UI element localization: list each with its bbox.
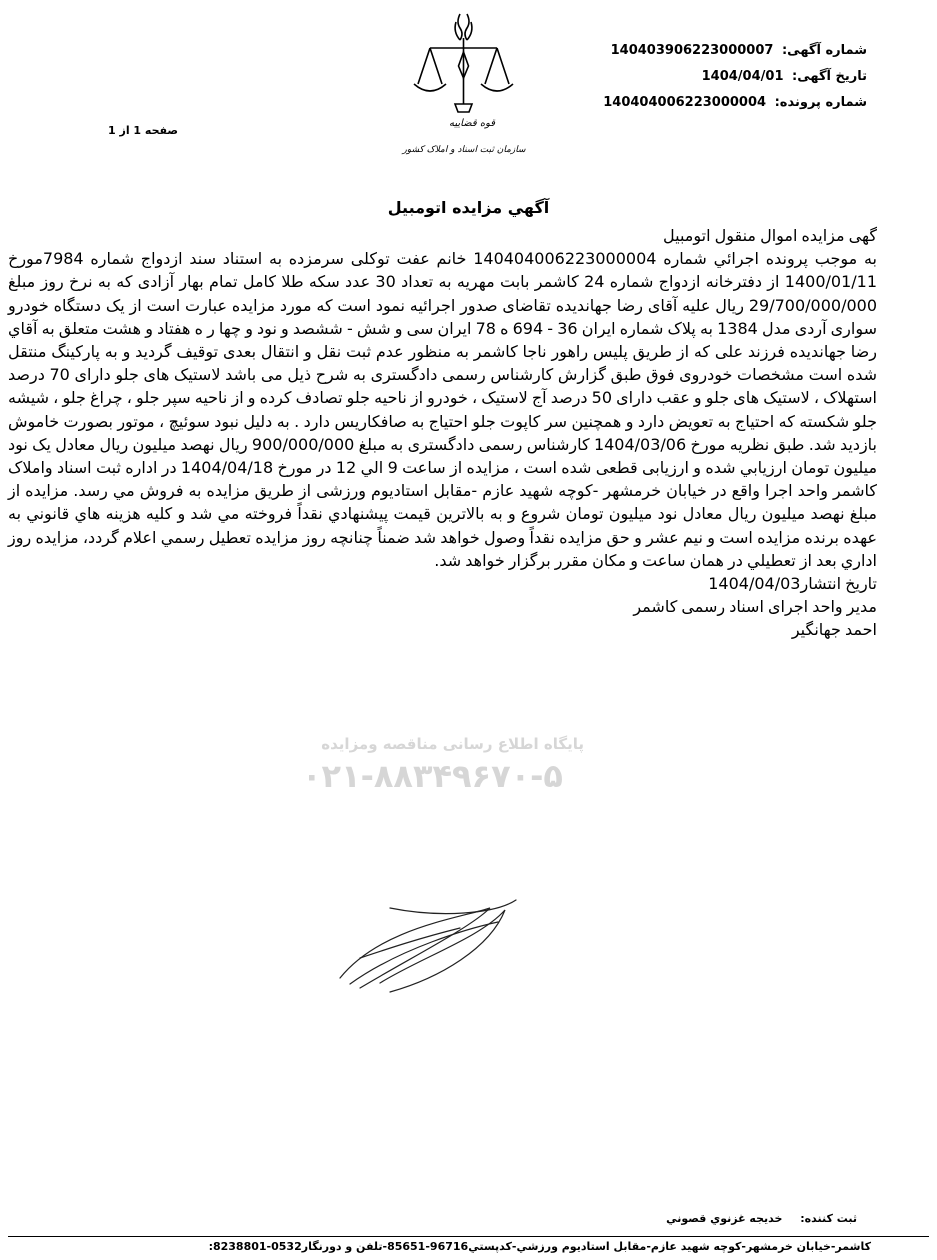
notice-number: 140403906223000007 (610, 43, 774, 58)
notice-intro: گهی مزایده اموال منقول اتومبیل (663, 226, 877, 245)
svg-text:سازمان ثبت اسناد و املاک کشور: سازمان ثبت اسناد و املاک کشور (402, 145, 526, 155)
svg-text:قوه قضاییه: قوه قضاییه (448, 118, 496, 129)
footer-divider (8, 1236, 929, 1237)
watermark-text: پایگاه اطلاع رسانی مناقصه ومزایده (321, 735, 584, 753)
case-number: 140404006223000004 (603, 95, 767, 110)
page-title: آگهي مزايده اتومبيل (387, 198, 550, 217)
footer-address: کاشمر-خیابان خرمشهر-کوچه شهید عازم-مقابل استادیوم ورزشي-کدپستي96716-85651-تلفن و دورنگار0532-8238801: (208, 1240, 871, 1253)
signer-title: مدیر واحد اجرای اسناد رسمی کاشمر (633, 597, 877, 617)
registrar (666, 1212, 857, 1225)
registrar-name: خديجه غزنوي قصوني (666, 1212, 783, 1225)
notice-number-label: شماره آگهی: (781, 43, 867, 58)
notice-date-row (527, 64, 867, 90)
signer-name: احمد جهانگیر (791, 620, 877, 640)
notice-date: 1404/04/01 (701, 69, 784, 84)
registrar-label: ثبت کننده: (800, 1212, 857, 1225)
watermark-phone: ۰۲۱-۸۸۳۴۹۶۷۰-۵ (302, 757, 563, 795)
case-number-row (527, 90, 867, 116)
notice-main-text: به موجب پرونده اجرائي شماره 140404006223000004 خانم عفت توکلی سرمزده به استناد سند ازدواج شماره 7984مورخ 1400/01/11 از دفترخانه ازدواج شماره 24 کاشمر بابت مهریه به تعداد 30 عدد سکه طلا کامل تمام بهار آزادی که به نرخ روز مبلغ 29/700/000/000 ریال علیه آقای رضا جهاندیده تقاضای صدور اجرائیه نمود است که مورد مزایده عبارت است از یک دستگاه خودرو سواری آردی مدل 1384 به پلاک شماره ایران 36 - 694 ه 78 ایران سی و شش - ششصد و نود و چها ر ه هفتاد و هشت متعلق به آقاي رضا جهاندیده فرزند علی که از طریق پلیس راهور ناجا کاشمر به منظور عدم ثبت نقل و انتقال بعدی توقیف گردید و به پارکینگ منتقل شده است مشخصات خودروی فوق طبق گزارش کارشناس رسمی دادگستری به شرح ذیل می باشد لاستیک های جلو دارای 70 درصد استهلاک ، لاستیک های جلو و عقب دارای 50 درصد آج لاستیک ، خودرو از ناحیه جلو تصادف کرده و از ناحیه سپر جلو ، چراغ جلو ، شیشه جلو شکسته که احتیاج به تعویض دارد و همچنین سر کاپوت جلو احتیاج به صافکاریس دارد . به دلیل نبود سوئیچ ، موتور بصورت خاموش بازدید شد. طبق نظریه مورخ 1404/03/06 کارشناس رسمی دادگستری به مبلغ 900/000/000 ریال نهصد میلیون ریال معادل یک نود میلیون تومان ارزيابي شده و ارزیابی قطعی شده است ، مزایده از ساعت 9 الي 12 در مورخ 1404/04/18 در اداره ثبت اسناد واملاک کاشمر واحد اجرا واقع در خیابان خرمشهر -کوچه شهید عازم -مقابل استادیوم ورزشی از طریق مزايده به فروش مي رسد. مزایده از مبلغ نهصد میلیون ریال معادل نود میلیون تومان شروع و به بالاترین قيمت پيشنهادي نقداً فروخته مي شد و کلیه هزينه هاي قانوني به عهده برنده مزايده است و نیم عشر و حق مزايده نقداً وصول خواهد شد ضمناً چنانچه روز مزايده تعطيل رسمي اعلام گردد، مزايده روز اداري بعد از تعطيلي در همان ساعت و مکان مقرر برگزار خواهد شد. (8, 249, 878, 570)
notice-number-row (527, 38, 867, 64)
judiciary-logo (380, 8, 550, 160)
notice-meta (527, 38, 867, 116)
signature (320, 888, 530, 1008)
notice-date-label: تاریخ آگهی: (792, 69, 867, 84)
watermark (262, 735, 592, 807)
page-count: صفحه 1 از 1 (108, 124, 179, 137)
emblem-icon (414, 14, 513, 112)
publish-date-label: تاریخ انتشار (800, 574, 877, 594)
publish-date-line (8, 572, 877, 595)
notice-body (8, 224, 877, 642)
case-number-label: شماره پرونده: (774, 95, 867, 110)
publish-date: 1404/04/03 (708, 574, 801, 594)
logo-caption (401, 118, 526, 155)
